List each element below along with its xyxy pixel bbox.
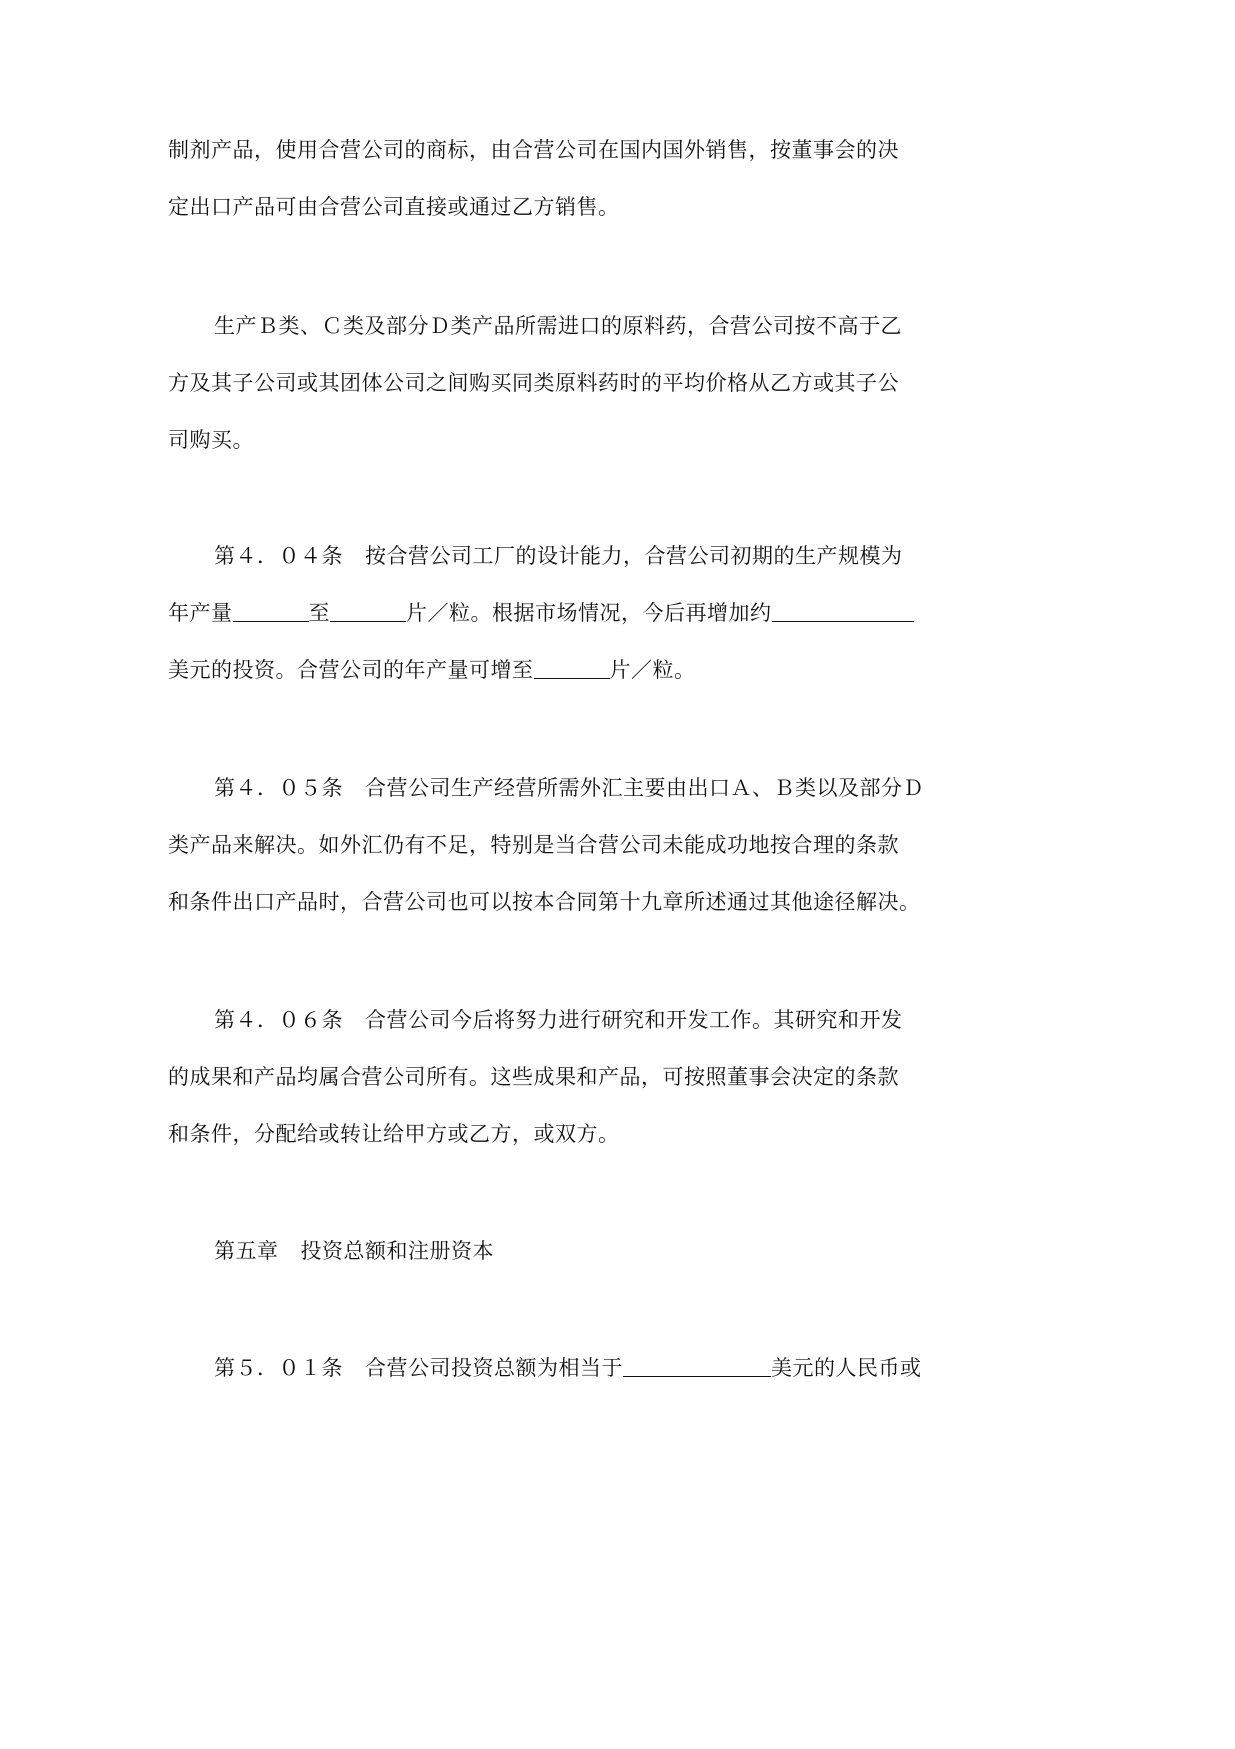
text-line [168, 760, 948, 817]
text-line: 第５．０１条 合营公司投资总额为相当于 美元的人民币或 [214, 1356, 922, 1380]
article-4-05 [168, 760, 948, 931]
text-line: 和条件，分配给或转让给甲方或乙方，或双方。 [168, 1122, 620, 1146]
chapter-5-heading [168, 1223, 948, 1280]
blank-field[interactable] [233, 599, 309, 622]
text-line: 生产Ｂ类、Ｃ类及部分Ｄ类产品所需进口的原料药，合营公司按不高于乙 [214, 314, 902, 338]
text-line: 定出口产品可由合营公司直接或通过乙方销售。 [168, 195, 620, 219]
article-text: 合营公司今后将努力进行研究和开发工作。其研究和开发 [365, 1008, 903, 1032]
text-line: 年产量 至 片／粒。根据市场情况，今后再增加约 [168, 585, 948, 642]
text-line: 方及其子公司或其团体公司之间购买同类原料药时的平均价格从乙方或其子公 [168, 371, 899, 395]
article-5-01 [168, 1340, 948, 1397]
blank-field[interactable] [623, 1354, 771, 1377]
article-text: 按合营公司工厂的设计能力，合营公司初期的生产规模为 [365, 544, 903, 568]
blank-field[interactable] [330, 599, 406, 622]
article-4-06 [168, 992, 948, 1163]
article-number: 第４．０４条 [214, 544, 343, 568]
text-line: 和条件出口产品时，合营公司也可以按本合同第十九章所述通过其他途径解决。 [168, 890, 921, 914]
text-line [168, 992, 948, 1049]
chapter-number: 第五章 [214, 1239, 279, 1263]
article-4-04 [168, 528, 948, 699]
article-number: 第４．０５条 [214, 776, 343, 800]
text-line [168, 1223, 948, 1280]
text-line: 美元的投资。合营公司的年产量可增至 片／粒。 [168, 658, 696, 682]
paragraph-product-sales [168, 122, 948, 236]
text-line: 类产品来解决。如外汇仍有不足，特别是当合营公司未能成功地按合理的条款 [168, 833, 899, 857]
blank-field[interactable] [534, 656, 610, 679]
text-line [168, 528, 948, 585]
text-line: 的成果和产品均属合营公司所有。这些成果和产品，可按照董事会决定的条款 [168, 1065, 899, 1089]
text-line: 制剂产品，使用合营公司的商标，由合营公司在国内国外销售，按董事会的决 [168, 138, 899, 162]
article-number: 第４．０６条 [214, 1008, 343, 1032]
article-number: 第５．０１条 [214, 1356, 343, 1380]
blank-field[interactable] [772, 599, 914, 622]
chapter-title: 投资总额和注册资本 [300, 1239, 494, 1263]
text-line: 司购买。 [168, 428, 254, 452]
paragraph-raw-material-purchase [168, 298, 948, 469]
article-text: 合营公司生产经营所需外汇主要由出口Ａ、Ｂ类以及部分Ｄ [365, 776, 924, 800]
